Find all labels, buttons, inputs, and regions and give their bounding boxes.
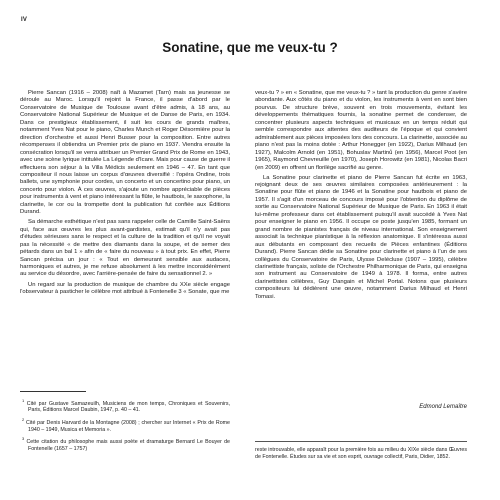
page-number: IV xyxy=(21,17,28,23)
footnote-continuation: reste introuvable, elle apparaît pour la première fois au milieu du XIXe siècle dans Œuvres de Fontenelle. Études sur sa vie et son esprit, ouvrage collectif, Paris, Didier, 1852. xyxy=(255,441,467,460)
footnote-text: Cité par Denis Harvard de la Montagne (2008) ; chercher sur Internet « Prix de Rome 1940 – 1949, Musica et Memoria ». xyxy=(25,419,230,433)
right-column xyxy=(255,90,467,304)
footnote-mark: 3 xyxy=(22,436,25,442)
footnote xyxy=(20,398,230,414)
paragraph: veux-tu ? » en « Sonatine, que me veux-tu ? » tant la production du genre s'avère abondante. Aux côtés du piano et du violon, les instruments à vent en sont bien pourvus. De structure brève, souvent en trois mouvements, évitant les développements thématiques fournis, la sonatine permet de condenser, de concentrer plusieurs aspects techniques et musicaux en un temps réduit qui semble correspondre aux attentes des auditeurs de l'époque et qui convient admirablement aux pièces imposées lors des concours. La clarinette, associée au piano n'est pas la moins dotée : Arthur Honegger (en 1922), Darius Milhaud (en 1927), Malcolm Arnold (en 1951), Bohuslav Martinů (en 1956), Marcel Poot (en 1965), Raymond Chevreuille (en 1970), Joseph Horowitz (en 1981), Nicolas Bacri (en 2009) en offrent un florilège sacrifié au genre. xyxy=(255,90,467,171)
paragraph: Sa démarche esthétique n'est pas sans rappeler celle de Camille Saint-Saëns qui, face aux œuvres les plus avant-gardistes, estimait qu'il n'y avait pas d'études sérieuses sans le respect et la culture de la tradition et qu'il ne voyait pas la nécessité « de mettre des diamants dans la soupe, et de semer des pétards dans un bal 1 » afin de « faire du nouveau » à tout prix. En effet, Pierre Sancan précisa un jour : « Tout en demeurant sensible aux audaces, harmoniques et autres, je me refuse absolument à les mettre inconsidérément au service du désordre, avec l'arrière-pensée de faire du sensationnel 2. » xyxy=(20,219,230,278)
author-signature: Edmond Lemaître xyxy=(419,404,467,410)
footnote xyxy=(20,417,230,433)
footnotes xyxy=(20,391,230,456)
left-column xyxy=(20,90,230,299)
page-title: Sonatine, que me veux-tu ? xyxy=(162,40,338,55)
footnote-text: Cette citation du philosophe mais aussi poète et dramaturge Bernard Le Bouyer de Fontenelle (1657 – 1757) xyxy=(26,439,230,452)
footnote-mark: 2 xyxy=(22,417,25,423)
paragraph: La Sonatine pour clarinette et piano de Pierre Sancan fut écrite en 1963, rejoignant deux de ses œuvres similaires composées antérieurement : la Sonatine pour flûte et piano de 1946 et la Sonatine pour hautbois et piano de 1957. Il s'agit d'un morceau de concours imposé pour l'obtention du diplôme de sortie au Conservatoire National Supérieur de Musique de Paris. En 1963 il était lui-même professeur dans cet établissement puisqu'il avait succédé à Yves Nat pour enseigner le piano en 1956. Il occupe ce poste jusqu'en 1985, formant un grand nombre de pianistes français de niveau international. Son enseignement associait la technique pianistique à la réflexion anatomique. Il s'intéressa aussi aux débutants en composant des recueils de Pièces enfantines (Éditions Durand). Pierre Sancan dédie sa Sonatine pour clarinette et piano à l'un de ses collègues du Conservatoire de Paris, Ulysse Delécluse (1907 – 1995), célèbre clarinettiste français, soliste de l'Orchestre Philharmonique de Paris, qui enseigna son instrument au Conservatoire de 1949 à 1978. Il forma, entre autres clarinettistes célèbres, Guy Dangain et Michel Portal. Notons que plusieurs compositeurs lui dédièrent une œuvre, notamment Darius Milhaud et Henri Tomasi. xyxy=(255,174,467,300)
paragraph: Un regard sur la production de musique de chambre du XXe siècle engage l'observateur à pasticher le célèbre mot attribué à Fontenelle 3 « Sonate, que me xyxy=(20,281,230,295)
footnote-text: Cité par Gustave Samazeuilh, Musiciens de mon temps, Chroniques et Souvenirs, Paris, Éditions Marcel Daubin, 1947, p. 40 – 41. xyxy=(26,400,230,414)
footnote-mark: 1 xyxy=(22,398,25,403)
footnote xyxy=(20,436,230,452)
paragraph: Pierre Sancan (1916 – 2008) naît à Mazamet (Tarn) mais sa jeunesse se déroule au Maroc. Lorsqu'il rejoint la France, il passe d'abord par le Conservatoire de Musique de Toulouse avant d'être admis, à 18 ans, au Conservatoire National Supérieur de Musique et de Danse de Paris, en 1934. Dans ce prestigieux établissement, il suit les cours de grands maîtres, notamment Yves Nat pour le piano, Charles Munch et Roger Désormière pour la direction d'orchestre et aussi Henri Busser pour la composition. Entre autres récompenses il obtiendra un Premier prix de piano en 1937. Viendra ensuite la consécration lorsqu'il se verra attribuer un Premier Grand Prix de Rome en 1943, avec une scène lyrique intitulée La Légende d'Icare. Mais pour cause de guerre il effectuera son séjour à la Villa Médicis seulement en 1946 – 47. En tant que compositeur il nous laisse un corpus d'œuvres diversifié : l'opéra Ondine, trois ballets, une symphonie pour cordes, un concerto et un concertino pour piano, un concerto pour violon. À ces œuvres, s'ajoute un nombre appréciable de pièces pour instruments à vent et piano intéressant la flûte, le hautbois, le saxophone, la clarinette, le cor ou la trompette dont la publication fut confiée aux Éditions Durand. xyxy=(20,90,230,216)
